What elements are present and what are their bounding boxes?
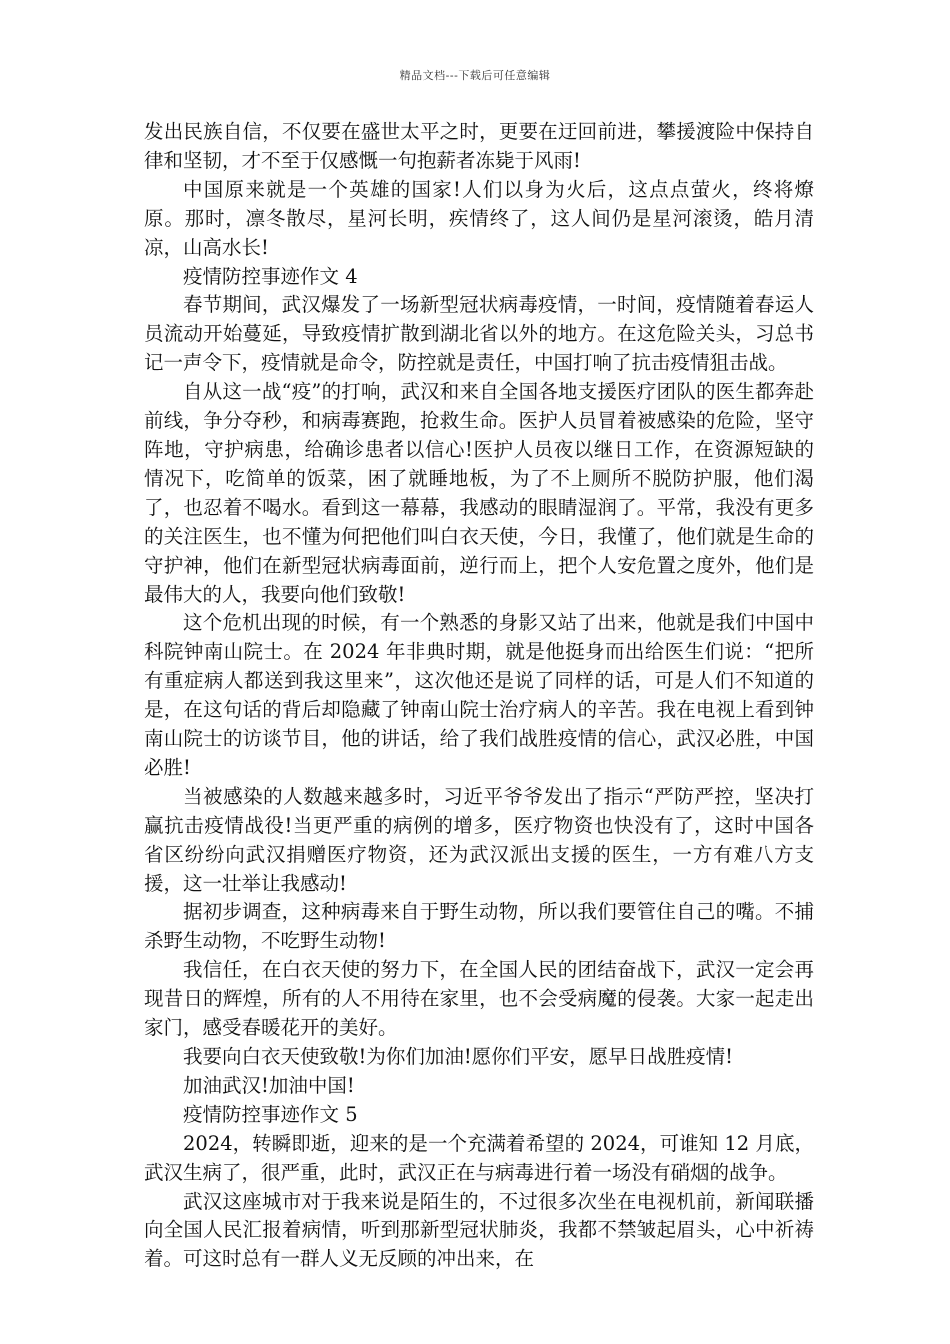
paragraph: 自从这一战“疫”的打响，武汉和来自全国各地支援医疗团队的医生都奔赴前线，争分夺秒，和病毒赛跑，抢救生命。医护人员冒着被感染的危险，坚守阵地，守护病患，给确诊患者以信心!医护人员夜以继日工作，在资源短缺的情况下，吃简单的饭菜，困了就睡地板，为了不上厕所不脱防护服，他们渴了，也忍着不喝水。看到这一幕幕，我感动的眼睛湿润了。平常，我没有更多的关注医生，也不懂为何把他们叫白衣天使，今日，我懂了，他们就是生命的守护神，他们在新型冠状病毒面前，逆行而上，把个人安危置之度外，他们是最伟大的人，我要向他们致敬! <box>144 380 814 606</box>
paragraph: 据初步调查，这种病毒来自于野生动物，所以我们要管住自己的嘴。不捕杀野生动物，不吃野生动物! <box>144 900 814 953</box>
paragraph: 发出民族自信，不仅要在盛世太平之时，更要在迂回前进，攀援渡险中保持自律和坚韧，才不至于仅感慨一句抱薪者冻毙于风雨! <box>144 120 814 172</box>
paragraph: 当被感染的人数越来越多时，习近平爷爷发出了指示“严防严控，坚决打赢抗击疫情战役!当更严重的病例的增多，医疗物资也快没有了，这时中国各省区纷纷向武汉捐赠医疗物资，还为武汉派出支援的医生，一方有难八方支援，这一壮举让我感动! <box>144 784 814 895</box>
paragraph: 中国原来就是一个英雄的国家!人们以身为火后，这点点萤火，终将燎原。那时，凛冬散尽，星河长明，疾情终了，这人间仍是星河滚烫，皓月清凉，山高水长! <box>144 177 814 259</box>
paragraph: 我要向白衣天使致敬!为你们加油!愿你们平安，愿早日战胜疫情! <box>183 1045 734 1068</box>
paragraph: 2024，转瞬即逝，迎来的是一个充满着希望的 2024，可谁知 12 月底，武汉生病了，很严重，此时，武汉正在与病毒进行着一场没有硝烟的战争。 <box>144 1131 814 1184</box>
paragraph: 加油武汉!加油中国! <box>183 1073 355 1097</box>
document-body <box>144 118 814 1274</box>
paragraph: 这个危机出现的时候，有一个熟悉的身影又站了出来，他就是我们中国中科院钟南山院士。在 2024 年非典时期，就是他挺身而出给医生们说：“把所有重症病人都送到我这里来”，这次他还是说了同样的话，可是人们不知道的是，在这句话的背后却隐藏了钟南山院士治疗病人的辛苦。我在电视上看到钟南山院士的访谈节目，他的讲话，给了我们战胜疫情的信心，武汉必胜，中国必胜! <box>144 611 814 779</box>
paragraph: 武汉这座城市对于我来说是陌生的，不过很多次坐在电视机前，新闻联播向全国人民汇报着病情，听到那新型冠状肺炎，我都不禁皱起眉头，心中祈祷着。可这时总有一群人义无反顾的冲出来，在 <box>144 1189 814 1271</box>
section-heading: 疫情防控事迹作文 4 <box>183 264 358 288</box>
section-heading: 疫情防控事迹作文 5 <box>183 1102 358 1126</box>
paragraph: 我信任，在白衣天使的努力下，在全国人民的团结奋战下，武汉一定会再现昔日的辉煌，所有的人不用待在家里，也不会受病魔的侵袭。大家一起走出家门，感受春暖花开的美好。 <box>144 958 814 1040</box>
paragraph: 春节期间，武汉爆发了一场新型冠状病毒疫情，一时间，疫情随着春运人员流动开始蔓延，导致疫情扩散到湖北省以外的地方。在这危险关头，习总书记一声令下，疫情就是命令，防控就是责任，中国打响了抗击疫情狙击战。 <box>144 293 814 375</box>
page-header: 精品文档---下载后可任意编辑 <box>399 69 551 82</box>
